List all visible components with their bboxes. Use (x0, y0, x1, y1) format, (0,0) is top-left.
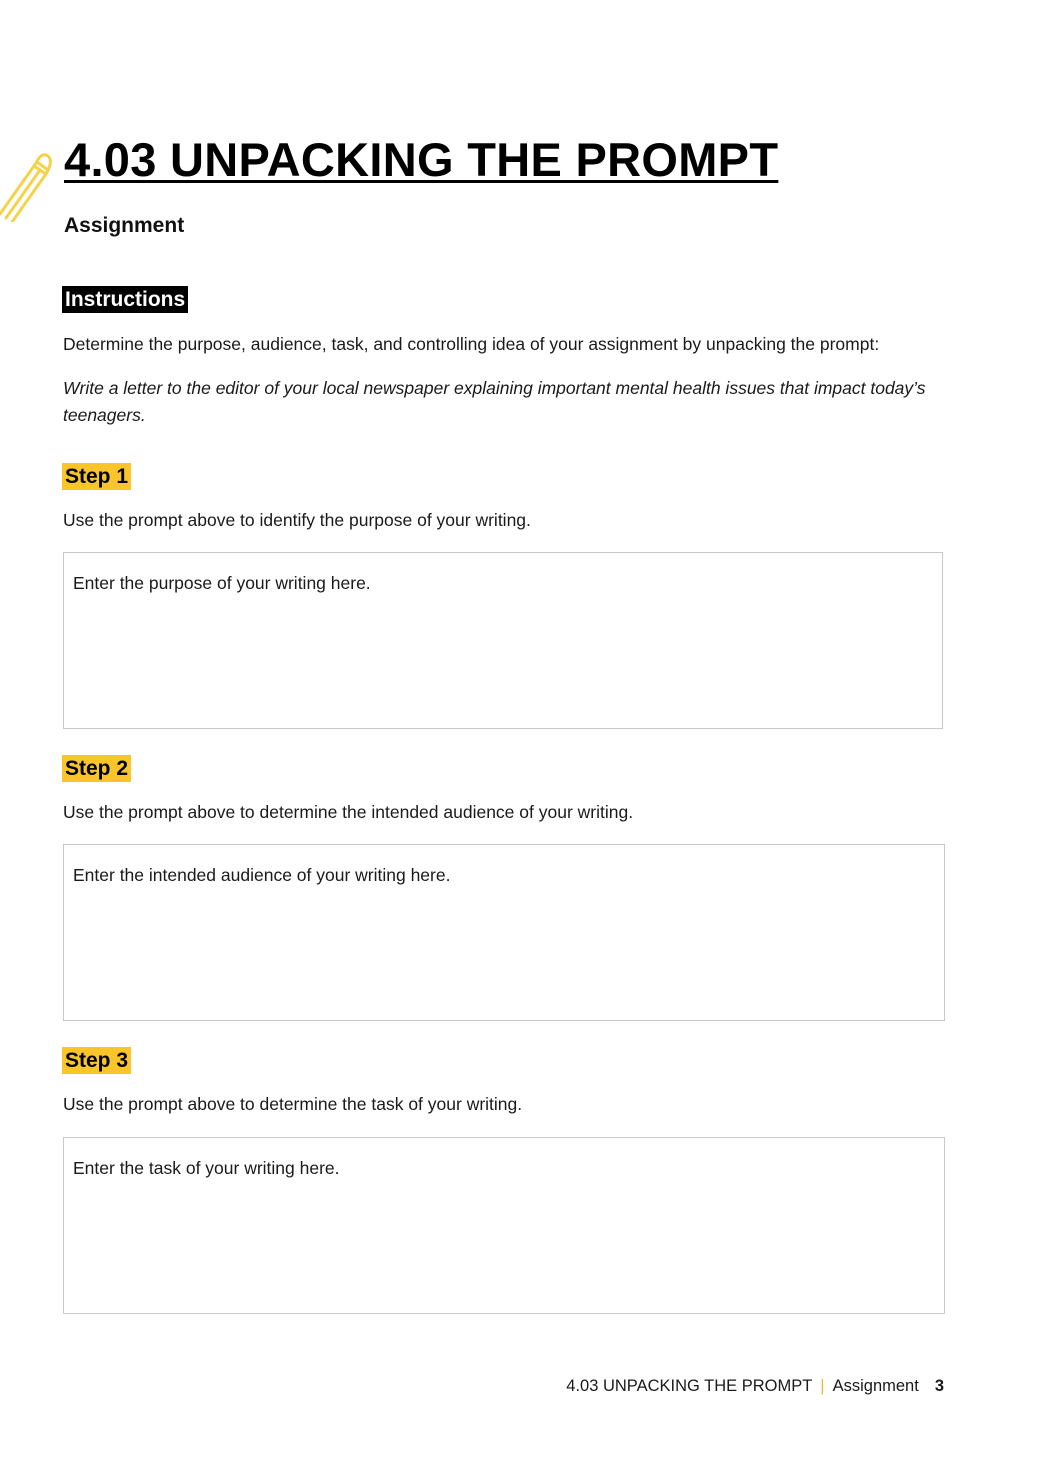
page-title: 4.03 UNPACKING THE PROMPT (64, 133, 779, 186)
task-answer-placeholder: Enter the task of your writing here. (73, 1158, 340, 1178)
footer-separator: | (820, 1377, 825, 1395)
instructions-label: Instructions (62, 286, 188, 313)
audience-answer-placeholder: Enter the intended audience of your writing here. (73, 865, 451, 885)
writing-prompt: Write a letter to the editor of your local newspaper explaining important mental health issues that impact today’s teenagers. (63, 378, 926, 425)
footer-title: 4.03 UNPACKING THE PROMPT (566, 1377, 813, 1395)
page-footer (566, 1377, 944, 1396)
step-2-text: Use the prompt above to determine the intended audience of your writing. (63, 802, 634, 822)
page-subtitle: Assignment (64, 214, 185, 237)
audience-answer-field[interactable] (63, 844, 945, 1021)
footer-section: Assignment (832, 1377, 919, 1395)
task-answer-field[interactable] (63, 1137, 945, 1314)
page-number: 3 (934, 1377, 944, 1395)
step-3-label: Step 3 (62, 1047, 131, 1074)
step-1-text: Use the prompt above to identify the purpose of your writing. (63, 510, 531, 530)
purpose-answer-field[interactable] (63, 552, 943, 729)
step-3-text: Use the prompt above to determine the task of your writing. (63, 1094, 523, 1114)
purpose-answer-placeholder: Enter the purpose of your writing here. (73, 573, 371, 593)
pencil-icon (0, 138, 52, 222)
step-2-label: Step 2 (62, 755, 131, 782)
step-1-label: Step 1 (62, 463, 131, 490)
instructions-text: Determine the purpose, audience, task, and controlling idea of your assignment by unpacking the prompt: (63, 334, 880, 354)
